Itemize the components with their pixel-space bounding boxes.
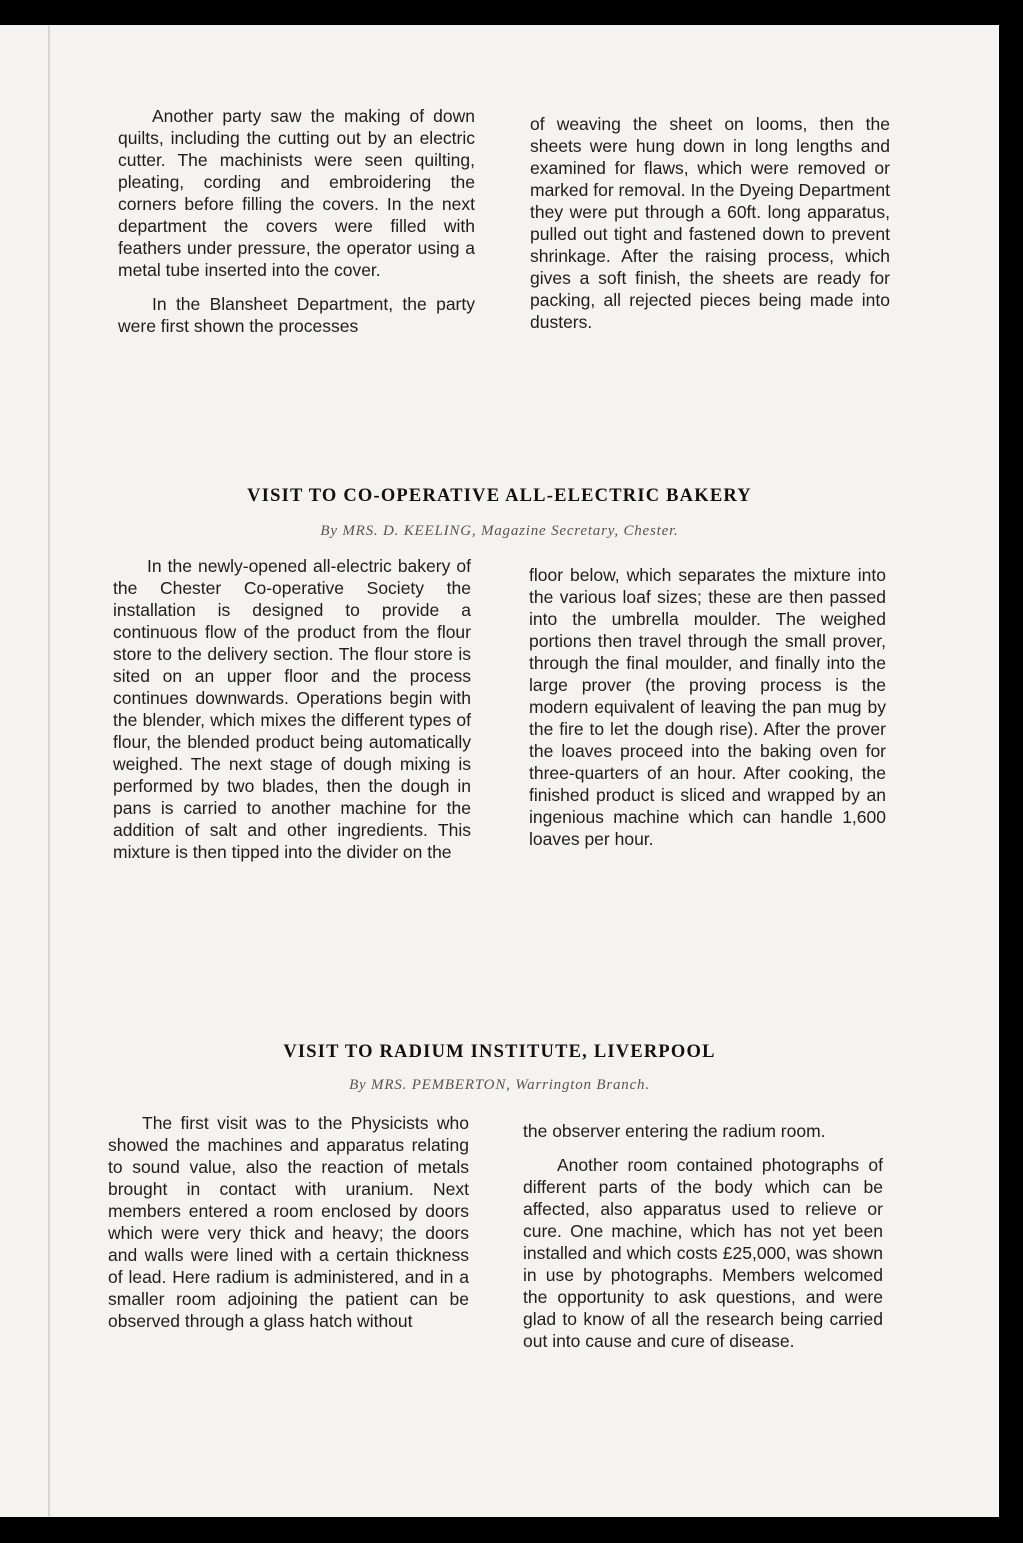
paragraph: of weaving the sheet on looms, then the sheets were hung down in long lengths and examined for flaws, which were removed or marked for removal. In the Dyeing Department they were put through a 60ft. long apparatus, pulled out tight and fastened down to prevent shrinkage. After the raising process, which gives a soft finish, the sheets are ready for packing, all rejected pieces being made into dusters. <box>530 114 890 332</box>
radium-article-byline: By MRS. PEMBERTON, Warrington Branch. <box>349 1077 650 1093</box>
page-fold-shadow <box>48 25 50 1517</box>
top-left-column <box>118 105 475 337</box>
paragraph: the observer entering the radium room. <box>523 1121 826 1141</box>
bakery-right-column <box>529 564 886 850</box>
paragraph: In the newly-opened all-electric bakery of the Chester Co-operative Society the installation is designed to provide a continuous flow of the product from the flour store to the delivery section. The flour store is sited on an upper floor and the process continues downwards. Operations begin with the blender, which mixes the different types of flour, the blended product being automatically weighed. The next stage of dough mixing is performed by two blades, then the dough in pans is carried to another machine for the addition of salt and other ingredients. This mixture is then tipped into the divider on the <box>113 556 471 862</box>
paragraph: Another room contained photographs of different parts of the body which can be affected, also apparatus used to relieve or cure. One machine, which has not yet been installed and which costs £25,000, was shown in use by photographs. Members welcomed the opportunity to ask questions, and were glad to know of all the research being carried out into cause and cure of disease. <box>523 1155 883 1351</box>
bakery-article-byline: By MRS. D. KEELING, Magazine Secretary, Chester. <box>320 523 679 539</box>
paragraph: floor below, which separates the mixture into the various loaf sizes; these are then passed into the umbrella moulder. The weighed portions then travel through the small prover, through the final moulder, and finally into the large prover (the proving process is the modern equivalent of leaving the pan mug by the fire to let the dough rise). After the prover the loaves proceed into the baking oven for three-quarters of an hour. After cooking, the finished product is sliced and wrapped by an ingenious machine which can handle 1,600 loaves per hour. <box>529 565 886 849</box>
bakery-left-column <box>113 555 471 863</box>
radium-right-column <box>523 1120 883 1352</box>
bakery-article-title: VISIT TO CO-OPERATIVE ALL-ELECTRIC BAKERY <box>247 486 752 506</box>
top-right-column <box>530 113 890 333</box>
paragraph: Another party saw the making of down quilts, including the cutting out by an electric cutter. The machinists were seen quilting, pleating, cording and embroidering the corners before filling the covers. In the next department the covers were filled with feathers under pressure, the operator using a metal tube inserted into the cover. <box>118 106 475 280</box>
radium-article-title: VISIT TO RADIUM INSTITUTE, LIVERPOOL <box>283 1042 716 1062</box>
radium-left-column <box>108 1112 469 1332</box>
paragraph: The first visit was to the Physicists who showed the machines and apparatus relating to sound value, also the reaction of metals brought in contact with uranium. Next members entered a room enclosed by doors which were very thick and heavy; the doors and walls were lined with a certain thickness of lead. Here radium is administered, and in a smaller room adjoining the patient can be observed through a glass hatch without <box>108 1113 469 1331</box>
paragraph: In the Blansheet Department, the party were first shown the processes <box>118 294 475 336</box>
magazine-page <box>0 25 999 1517</box>
